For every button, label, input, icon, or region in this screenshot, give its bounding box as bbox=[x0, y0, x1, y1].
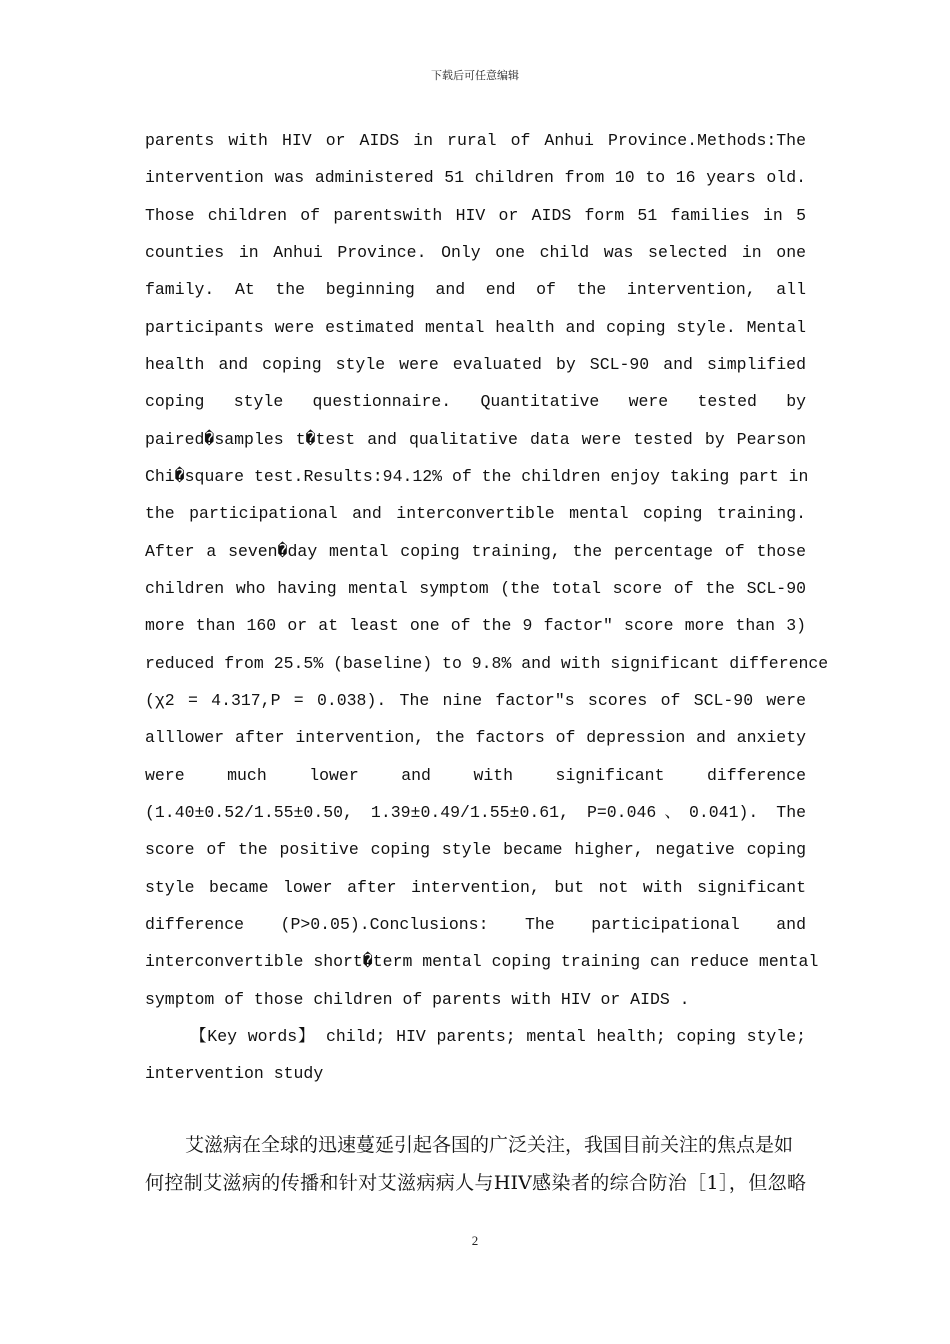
abstract-line: paired�samples t�test and qualitative data were tested by Pearson bbox=[145, 429, 806, 449]
body-line: 艾滋病在全球的迅速蔓延引起各国的广泛关注，我国目前关注的焦点是如 bbox=[185, 1134, 794, 1156]
abstract-line: participants were estimated mental health and coping style. Mental bbox=[145, 317, 806, 337]
abstract-line: score of the positive coping style became higher, negative coping bbox=[145, 840, 806, 860]
abstract-line: symptom of those children of parents with HIV or AIDS . bbox=[145, 989, 690, 1009]
abstract-line: difference (P>0.05).Conclusions: The participational and bbox=[145, 914, 806, 934]
abstract-line: After a seven�day mental coping training, the percentage of those bbox=[145, 541, 806, 561]
abstract-line: parents with HIV or AIDS in rural of Anhui Province.Methods:The bbox=[145, 131, 806, 150]
body-line: 何控制艾滋病的传播和针对艾滋病病人与HIV感染者的综合防治［1］，但忽略 bbox=[145, 1171, 806, 1194]
abstract-line: health and coping style were evaluated by SCL-90 and simplified bbox=[145, 354, 806, 374]
abstract-line: style became lower after intervention, but not with significant bbox=[145, 877, 806, 897]
keywords-line: 【Key words】 child; HIV parents; mental health; coping style; bbox=[190, 1026, 806, 1046]
abstract-line: (1.40±0.52/1.55±0.50, 1.39±0.49/1.55±0.61, P=0.046、0.041). The bbox=[145, 802, 806, 822]
abstract-line: counties in Anhui Province. Only one child was selected in one bbox=[145, 242, 806, 262]
body-paragraph bbox=[145, 1127, 806, 1202]
abstract-line: family. At the beginning and end of the intervention, all bbox=[145, 280, 806, 300]
abstract-line: children who having mental symptom (the total score of the SCL-90 bbox=[145, 578, 806, 598]
abstract-line: more than 160 or at least one of the 9 factor″ score more than 3) bbox=[145, 616, 806, 636]
page-header: 下载后可任意编辑 bbox=[431, 69, 519, 82]
abstract-line: interconvertible short�term mental coping training can reduce mental bbox=[145, 952, 819, 972]
abstract-line: Chi�square test.Results:94.12% of the children enjoy taking part in bbox=[145, 466, 809, 486]
abstract-line: were much lower and with significant difference bbox=[145, 765, 806, 785]
abstract-line: intervention was administered 51 children from 10 to 16 years old. bbox=[145, 168, 806, 188]
page-number: 2 bbox=[471, 1233, 479, 1248]
abstract-line: (χ2 = 4.317,P = 0.038). The nine factor″s scores of SCL-90 were bbox=[145, 690, 806, 710]
abstract-line: the participational and interconvertible mental coping training. bbox=[145, 504, 806, 524]
keywords-line: intervention study bbox=[145, 1064, 324, 1084]
abstract-line: Those children of parentswith HIV or AIDS form 51 families in 5 bbox=[145, 205, 806, 225]
abstract-line: reduced from 25.5% (baseline) to 9.8% and with significant difference bbox=[145, 653, 829, 673]
abstract-text bbox=[145, 122, 829, 1093]
abstract-line: coping style questionnaire. Quantitative were tested by bbox=[145, 392, 806, 412]
abstract-line: alllower after intervention, the factors of depression and anxiety bbox=[145, 728, 806, 748]
